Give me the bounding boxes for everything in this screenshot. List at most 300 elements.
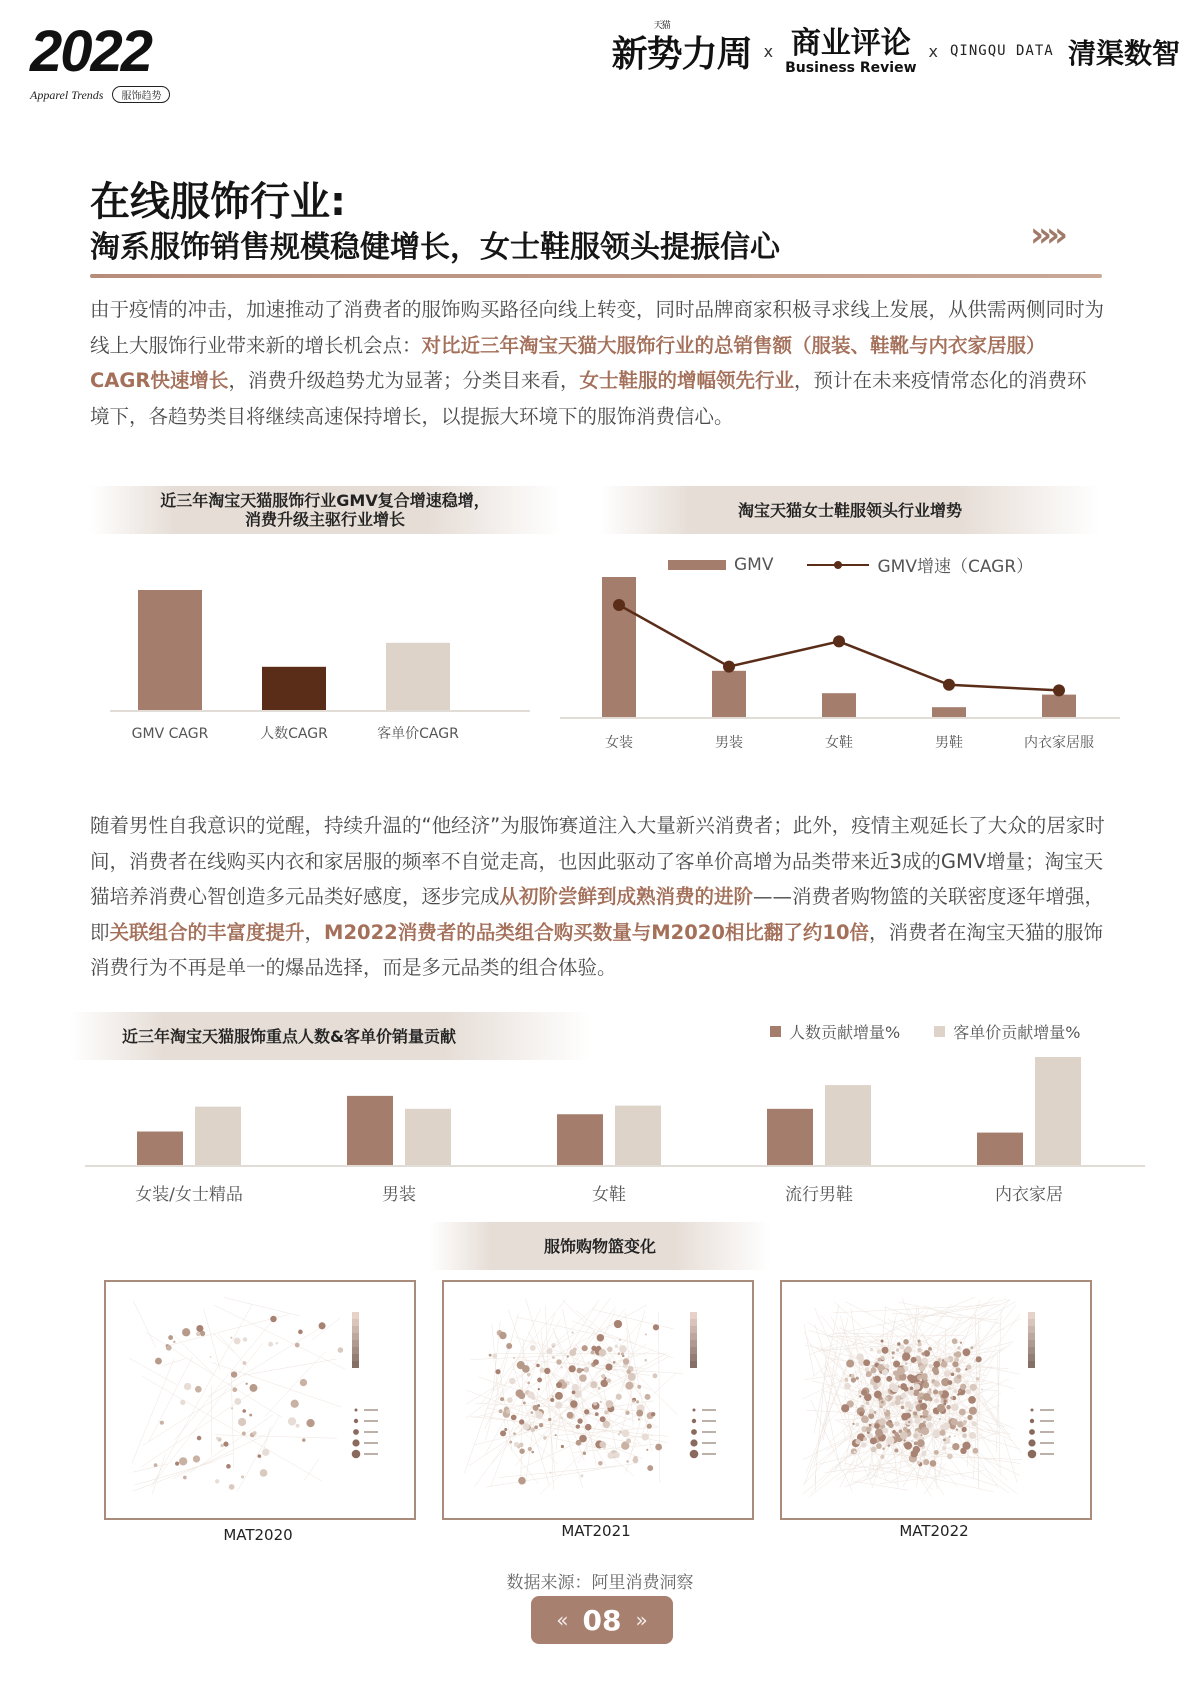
basket-node [527, 1382, 530, 1385]
basket-node [896, 1348, 899, 1351]
basket-node [953, 1353, 957, 1357]
basket-node [489, 1354, 492, 1357]
xinshizhou-text: 新势力周 [611, 34, 752, 75]
basket-node [531, 1451, 534, 1454]
basket-node [873, 1385, 878, 1390]
basket-node [866, 1371, 872, 1377]
basket-node [920, 1397, 922, 1399]
qingqu-en-text: QINGQU DATA [949, 43, 1054, 59]
basket-node [942, 1446, 946, 1450]
basket-edge [869, 1464, 994, 1492]
basket-node [870, 1437, 877, 1444]
basket-node [910, 1386, 914, 1390]
basket-node [600, 1401, 602, 1403]
basket-edge [486, 1463, 638, 1487]
basket-node [572, 1390, 576, 1394]
basket-node [956, 1367, 961, 1372]
para2-text-e: ， [304, 920, 325, 944]
basket-node [930, 1460, 937, 1467]
partner-logos [611, 21, 1180, 77]
chart2-cagr-point [943, 679, 955, 691]
basket-node [918, 1342, 922, 1346]
basket-node [195, 1386, 202, 1393]
basket-node [539, 1423, 543, 1427]
basket-node [921, 1451, 926, 1456]
basket-edge [492, 1324, 498, 1398]
chart3-legend [770, 1020, 1080, 1043]
basket-size-legend-dot [355, 1409, 358, 1412]
chart3-title: 近三年淘宝天猫服饰重点人数&客单价销量贡献 [122, 1026, 456, 1046]
basket-node [506, 1410, 510, 1414]
basket-size-legend-dot [353, 1429, 359, 1435]
basket-edge [141, 1387, 260, 1467]
basket-size-legend-dot [691, 1429, 697, 1435]
basket-node [895, 1399, 901, 1405]
basket-node [268, 1342, 273, 1347]
chart1-bar [262, 667, 326, 710]
basket-node [517, 1361, 525, 1369]
chart3-category-label: 内衣家居 [995, 1185, 1063, 1205]
chart3-category-label: 男装 [382, 1185, 416, 1205]
basket-node [653, 1324, 659, 1330]
basket-node [537, 1378, 542, 1383]
chart3-people-bar [767, 1109, 813, 1165]
basket-node [605, 1363, 612, 1370]
basket-node [893, 1360, 900, 1367]
basket-node [894, 1432, 899, 1437]
basket-node [928, 1347, 932, 1351]
basket-node [245, 1383, 247, 1385]
basket-node [249, 1384, 257, 1392]
basket-node [942, 1359, 944, 1361]
chart2-cagr-point [1053, 684, 1065, 696]
basket-node [226, 1464, 231, 1469]
basket-node [215, 1479, 219, 1483]
basket-node [949, 1417, 952, 1420]
basket-node [874, 1391, 882, 1399]
basket-node [889, 1383, 896, 1390]
basket-edge [803, 1433, 877, 1494]
basket-node [913, 1411, 917, 1415]
basket-node [921, 1373, 928, 1380]
basket-node [901, 1406, 905, 1410]
basket-node [585, 1424, 592, 1431]
basket-node [506, 1343, 512, 1349]
chart3-price-bar [195, 1107, 241, 1165]
basket-node [570, 1400, 578, 1408]
basket-node [897, 1367, 905, 1375]
basket-node [552, 1356, 555, 1359]
basket-node [960, 1342, 962, 1344]
basket-title-band [430, 1222, 770, 1270]
chart3-category-label: 女装/女士精品 [135, 1185, 243, 1205]
basket-node [613, 1361, 616, 1364]
basket-node [197, 1436, 202, 1441]
basket-node [885, 1397, 889, 1401]
basket-node [651, 1412, 655, 1416]
basket-node [160, 1421, 164, 1425]
basket-node [647, 1465, 653, 1471]
basket-edge [552, 1427, 658, 1436]
basket-node [231, 1407, 233, 1409]
basket-node [560, 1416, 563, 1419]
basket-node [846, 1360, 854, 1368]
para2-highlight-d: 关联组合的丰富度提升 [109, 920, 305, 944]
basket-node [881, 1356, 884, 1359]
basket-node [855, 1422, 859, 1426]
basket-node [500, 1397, 504, 1401]
basket-node [897, 1342, 900, 1345]
basket-node [951, 1373, 954, 1376]
basket-node [923, 1459, 929, 1465]
basket-edge [149, 1357, 193, 1442]
business-review-logo [785, 25, 917, 76]
basket-edge [224, 1297, 301, 1316]
para2-text-c: ——消费者购物篮的关联密度逐年增强，即 [90, 885, 1105, 944]
basket-node [306, 1419, 314, 1427]
para1-text-c: ，消费升级趋势尤为显著；分类目来看， [228, 369, 580, 392]
tmall-small-text: 天猫 [653, 21, 670, 31]
basket-node [580, 1474, 583, 1477]
chart1-category-label: 客单价CAGR [377, 726, 459, 742]
basket-node [886, 1437, 894, 1445]
basket-edge [312, 1318, 340, 1340]
data-source: 数据来源：阿里消费洞察 [506, 1573, 694, 1593]
basket-node [220, 1444, 223, 1447]
chart2-axis [560, 717, 1120, 719]
basket-node [959, 1409, 966, 1416]
legend-people-label: 人数贡献增量% [789, 1023, 901, 1042]
basket-node [859, 1395, 861, 1397]
basket-node [583, 1367, 589, 1373]
para1-highlight-b: 对比近三年淘宝天猫大服饰行业的总销售额（服装、鞋靴与内衣家居服）CAGR快速增长 [90, 333, 1046, 392]
basket-node [863, 1437, 867, 1441]
logo-separator: x [763, 42, 774, 61]
basket-node [595, 1412, 599, 1416]
chart1-category-label: 人数CAGR [260, 726, 328, 742]
basket-node [866, 1426, 872, 1432]
basket-node [941, 1361, 948, 1368]
basket-node [948, 1380, 953, 1385]
basket-node [917, 1461, 920, 1464]
basket-node [845, 1378, 849, 1382]
chart3-people-bar [137, 1132, 183, 1165]
basket-node [241, 1475, 244, 1478]
basket-node [953, 1389, 957, 1393]
chart3-axis [85, 1165, 1145, 1167]
basket-node [883, 1409, 887, 1413]
basket-node [882, 1428, 888, 1434]
chart2-category-label: 男鞋 [935, 735, 963, 751]
basket-node [900, 1432, 908, 1440]
basket-node [861, 1442, 866, 1447]
basket-node [175, 1462, 179, 1466]
basket-node [555, 1434, 557, 1436]
basket-node [645, 1394, 651, 1400]
basket-node [921, 1357, 928, 1364]
title-divider [90, 274, 1102, 278]
basket-node [920, 1349, 922, 1351]
basket-node [957, 1346, 960, 1349]
chart2-gmv-bar [602, 577, 636, 717]
basket-node [905, 1413, 911, 1419]
para2-text-a: 随着男性自我意识的觉醒，持续升温的“他经济”为服饰赛道注入大量新兴消费者；此外，疫情主观延长了大众的居家时间，消费者在线购买内衣和家居服的频率不自觉走高，也因此驱动了客单价高增为品类带来近3成的GMV增量；淘宝天猫培养消费心智创造多元品类好感度，逐步完成 [90, 814, 1105, 908]
basket-edge [133, 1301, 156, 1348]
basket-node [243, 1361, 247, 1365]
basket-size-legend-dot [693, 1409, 696, 1412]
basket-node [855, 1439, 860, 1444]
chart2-svg [560, 575, 1120, 765]
basket-node [260, 1469, 268, 1477]
basket-node [569, 1349, 576, 1356]
basket-node [527, 1391, 534, 1398]
basket-node [606, 1400, 614, 1408]
chart2-category-label: 内衣家居服 [1024, 735, 1094, 751]
prev-page-icon[interactable]: « [556, 1608, 569, 1632]
basket-node [623, 1358, 629, 1364]
basket-node [572, 1384, 579, 1391]
basket-node [921, 1427, 929, 1435]
basket-node [599, 1349, 607, 1357]
basket-node [976, 1356, 982, 1362]
basket-node [258, 1454, 262, 1458]
basket-edge [133, 1464, 168, 1472]
legend-price-swatch [934, 1026, 945, 1037]
basket-node [155, 1358, 162, 1365]
analysis-paragraph [90, 808, 1105, 986]
shangye-text: 商业评论 [790, 25, 911, 61]
basket-node [614, 1452, 620, 1458]
basket-node [922, 1382, 929, 1389]
basket-edge [853, 1481, 908, 1490]
basket-node [223, 1442, 228, 1447]
basket-colorbar [1028, 1312, 1035, 1368]
xinshizhou-logo [611, 21, 752, 77]
chart2-gmv-bar [1042, 695, 1076, 717]
chart3-people-bar [347, 1096, 393, 1165]
mat2020-label: MAT2020 [223, 1526, 293, 1544]
basket-node [182, 1328, 190, 1336]
basket-node [200, 1331, 205, 1336]
basket-node [168, 1335, 173, 1340]
chart2-category-label: 女装 [605, 735, 633, 751]
basket-node [933, 1361, 940, 1368]
basket-node [518, 1477, 526, 1485]
basket-node [607, 1347, 613, 1353]
chart3-price-bar [405, 1109, 451, 1165]
basket-node [300, 1379, 307, 1386]
basket-node [960, 1448, 966, 1454]
chart3-price-bar [825, 1085, 871, 1165]
basket-node [890, 1402, 895, 1407]
basket-node [523, 1423, 530, 1430]
basket-node [866, 1401, 870, 1405]
basket-node [653, 1373, 658, 1378]
basket-node [940, 1425, 945, 1430]
basket-node [919, 1379, 922, 1382]
qingqu-cn-text: 清渠数智 [1067, 36, 1180, 70]
chart3-price-bar [1035, 1057, 1081, 1165]
basket-node [576, 1424, 580, 1428]
basket-node [262, 1449, 269, 1456]
intro-paragraph [90, 292, 1105, 434]
basket-node [173, 1341, 175, 1343]
basket-node [618, 1433, 620, 1435]
basket-node [880, 1455, 884, 1459]
basket-node [625, 1382, 633, 1390]
basket-node [626, 1460, 628, 1462]
basket-node [518, 1392, 525, 1399]
basket-node [544, 1368, 550, 1374]
basket-node [555, 1402, 562, 1409]
basket-node [183, 1476, 187, 1480]
basket-node [901, 1393, 907, 1399]
basket-node [234, 1398, 241, 1405]
basket-node [903, 1427, 908, 1432]
basket-node [892, 1351, 895, 1354]
basket-node [952, 1338, 958, 1344]
basket-node [538, 1388, 540, 1390]
basket-node [934, 1450, 939, 1455]
basket-node [948, 1386, 952, 1390]
basket-node [499, 1332, 506, 1339]
basket-edge [825, 1460, 916, 1473]
basket-node [550, 1398, 554, 1402]
chart2-cagr-point [833, 635, 845, 647]
logo-separator-2: x [928, 42, 938, 61]
chart1-bar [138, 590, 202, 710]
basket-node [911, 1450, 918, 1457]
basket-node [607, 1452, 614, 1459]
basket-network-mat2020 [104, 1280, 416, 1520]
chart3-svg [85, 1055, 1145, 1215]
basket-node [536, 1364, 540, 1368]
chart2-cagr-line [619, 605, 1059, 690]
chart3-people-bar [977, 1133, 1023, 1165]
basket-node [881, 1401, 884, 1404]
basket-node [972, 1448, 978, 1454]
basket-node [952, 1443, 959, 1450]
basket-node [519, 1419, 524, 1424]
basket-node [567, 1412, 574, 1419]
basket-node [903, 1339, 908, 1344]
basket-node [969, 1432, 976, 1439]
basket-edge [129, 1358, 176, 1385]
legend-line-swatch [807, 559, 869, 571]
basket-node [238, 1418, 246, 1426]
basket-node [909, 1391, 914, 1396]
basket-node [298, 1330, 303, 1335]
basket-node [626, 1438, 631, 1443]
basket-node [892, 1357, 894, 1359]
basket-node [850, 1374, 854, 1378]
basket-colorbar [352, 1312, 359, 1368]
basket-node [920, 1415, 923, 1418]
basket-node [877, 1364, 884, 1371]
basket-node [179, 1457, 187, 1465]
basket-node [633, 1456, 637, 1460]
basket-title: 服饰购物篮变化 [543, 1236, 656, 1256]
basket-edge [237, 1415, 279, 1492]
chart1-svg [110, 560, 530, 760]
chart2-gmv-bar [712, 671, 746, 717]
basket-edge [880, 1471, 984, 1484]
basket-node [967, 1415, 972, 1420]
chart1-category-label: GMV CAGR [131, 726, 209, 742]
basket-node [954, 1357, 959, 1362]
basket-node [905, 1401, 911, 1407]
para1-text-a: 由于疫情的冲击，加速推动了消费者的服饰购买路径向线上转变，同时品牌商家积极寻求线上发展，从供需两侧同时为线上大服饰行业带来新的增长机会点： [90, 298, 1105, 357]
chart2-title-band [600, 486, 1100, 534]
basket-node [576, 1440, 582, 1446]
basket-node [863, 1359, 870, 1366]
basket-node [962, 1433, 967, 1438]
basket-node [216, 1437, 219, 1440]
basket-node [928, 1364, 933, 1369]
basket-node [861, 1415, 869, 1423]
basket-node [193, 1455, 200, 1462]
basket-size-legend-dot [352, 1450, 361, 1459]
basket-network-mat2022 [780, 1280, 1092, 1520]
basket-node [911, 1440, 914, 1443]
basket-node [925, 1379, 927, 1381]
basket-network-mat2021 [442, 1280, 754, 1520]
basket-node [943, 1403, 946, 1406]
basket-edge [132, 1359, 174, 1463]
basket-node [231, 1371, 237, 1377]
basket-node [598, 1461, 603, 1466]
basket-node [903, 1387, 908, 1392]
basket-edge [997, 1305, 1016, 1329]
legend-cagr-label: GMV增速（CAGR） [877, 557, 1034, 577]
mat2022-label: MAT2022 [899, 1522, 969, 1540]
basket-node [638, 1418, 640, 1420]
basket-node [882, 1347, 889, 1354]
basket-node [500, 1430, 506, 1436]
basket-node [886, 1376, 892, 1382]
chart1-title-line1: 近三年淘宝天猫服饰行业GMV复合增速稳增， [160, 491, 490, 510]
basket-node [295, 1343, 300, 1348]
basket-node [590, 1381, 597, 1388]
basket-node [548, 1418, 551, 1421]
basket-node [871, 1447, 877, 1453]
basket-node [523, 1402, 526, 1405]
basket-node [870, 1348, 873, 1351]
basket-edge [928, 1433, 1020, 1475]
chart1-bar [386, 643, 450, 710]
chart2-legend [668, 552, 1033, 577]
basket-node [615, 1345, 618, 1348]
basket-size-legend-dot [1029, 1429, 1035, 1435]
basket-node [939, 1418, 941, 1420]
basket-node [513, 1432, 516, 1435]
next-page-icon[interactable]: » [635, 1608, 648, 1632]
basket-node [507, 1397, 513, 1403]
basket-edge [135, 1461, 216, 1485]
para2-highlight-f: M2022消费者的品类组合购买数量与M2020相比翻了约10倍 [324, 920, 870, 944]
basket-node [884, 1364, 889, 1369]
basket-node [561, 1445, 564, 1448]
basket-node [577, 1368, 583, 1374]
basket-node [619, 1339, 621, 1341]
basket-node [588, 1362, 590, 1364]
mat2021-label: MAT2021 [561, 1522, 631, 1540]
basket-size-legend-dot [692, 1419, 696, 1423]
basket-node [242, 1432, 246, 1436]
basket-node [914, 1384, 920, 1390]
basket-node [577, 1418, 582, 1423]
basket-node [902, 1352, 910, 1360]
